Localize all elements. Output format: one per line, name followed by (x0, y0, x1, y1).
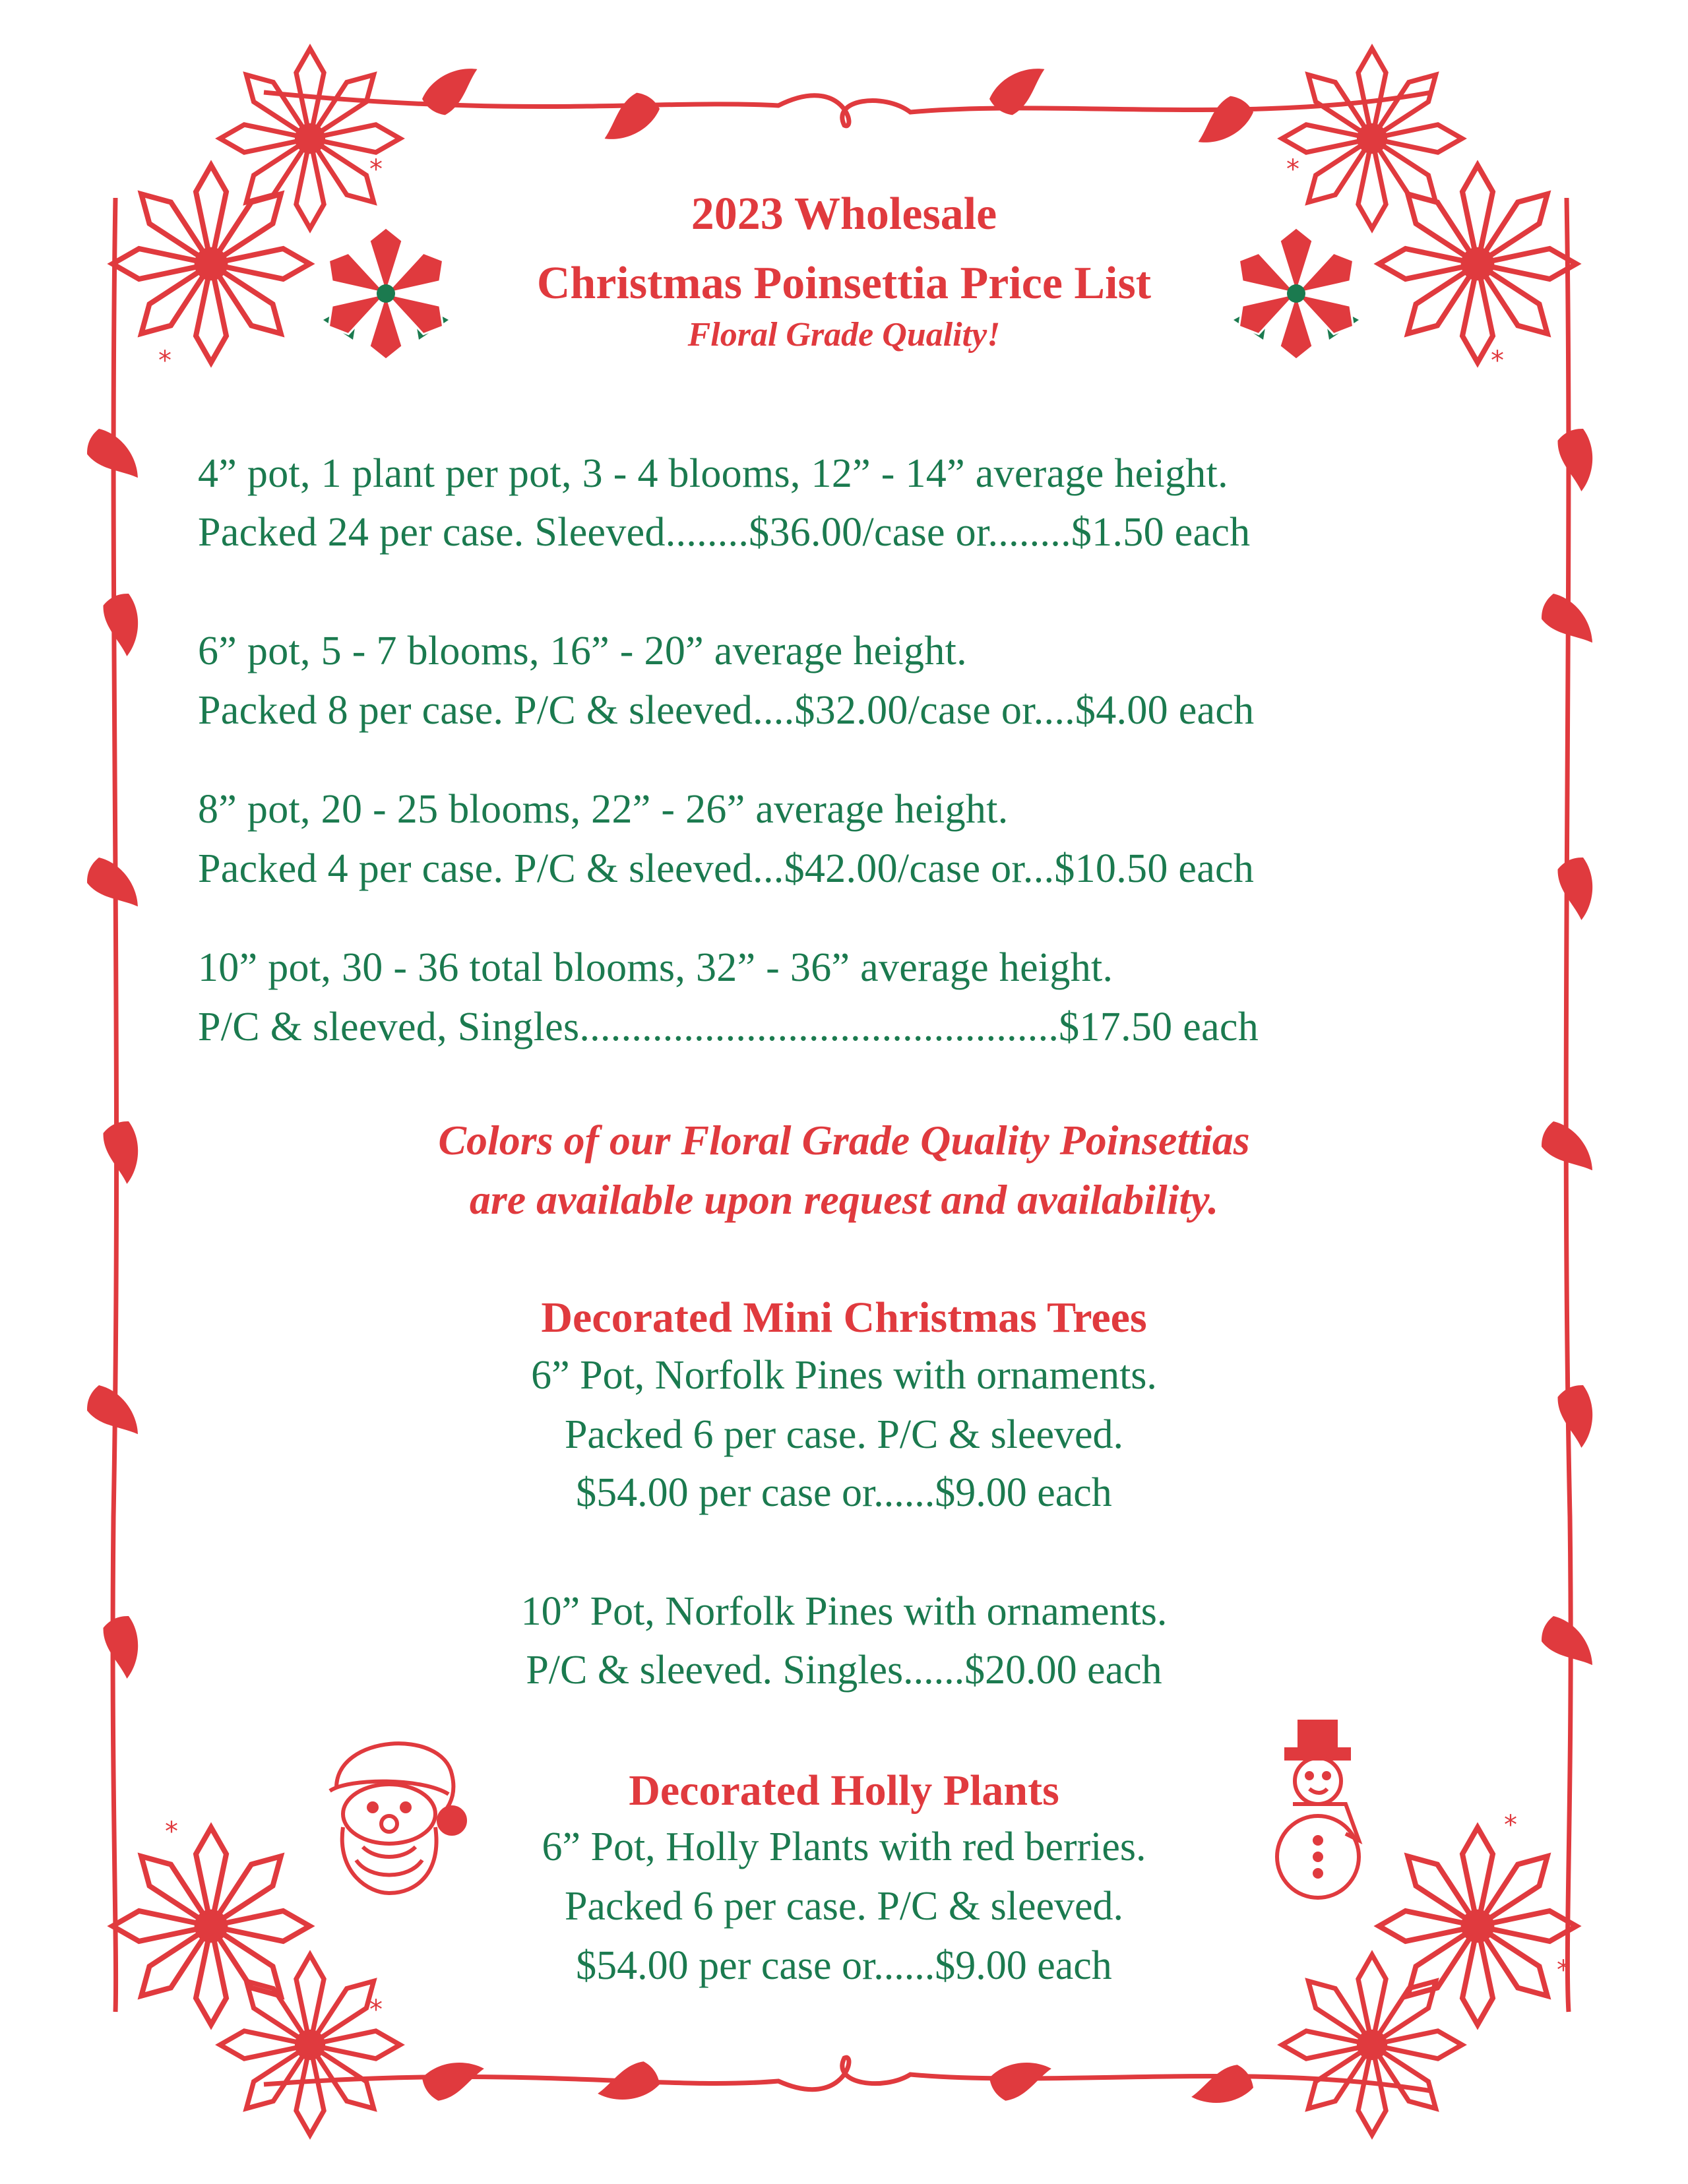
svg-text:*: * (158, 346, 172, 376)
svg-text:*: * (369, 1995, 383, 2025)
trees-line: P/C & sleeved. Singles......$20.00 each (526, 1648, 1162, 1693)
snowman-icon (1253, 1715, 1385, 1906)
item-6in-spec: 6” pot, 5 - 7 blooms, 16” - 20” average height. (198, 629, 967, 673)
trees-line: 6” Pot, Norfolk Pines with ornaments. (531, 1353, 1157, 1398)
svg-text:*: * (1504, 1810, 1517, 1840)
trees-line: 10” Pot, Norfolk Pines with ornaments. (520, 1589, 1168, 1634)
colors-note-line-2: are available upon request and availability. (469, 1176, 1219, 1223)
trees-line: $54.00 per case or......$9.00 each (576, 1470, 1112, 1515)
svg-text:*: * (165, 1817, 178, 1847)
svg-text:*: * (1491, 346, 1504, 376)
item-4in-spec: 4” pot, 1 plant per pot, 3 - 4 blooms, 12” - 14” average height. (198, 451, 1228, 496)
holly-heading: Decorated Holly Plants (629, 1766, 1059, 1815)
item-8in-spec: 8” pot, 20 - 25 blooms, 22” - 26” average height. (198, 787, 1009, 832)
santa-icon (310, 1715, 475, 1900)
title-line-2: Christmas Poinsettia Price List (536, 258, 1152, 309)
trees-line: Packed 6 per case. P/C & sleeved. (564, 1412, 1124, 1457)
holly-line: $54.00 per case or......$9.00 each (576, 1943, 1112, 1988)
item-4in-price: Packed 24 per case. Sleeved........$36.00/case or........$1.50 each (198, 510, 1251, 555)
item-10in-spec: 10” pot, 30 - 36 total blooms, 32” - 36” average height. (198, 945, 1113, 990)
svg-text:*: * (1286, 154, 1299, 185)
title-line-1: 2023 Wholesale (691, 189, 997, 239)
poinsettia-icon (317, 224, 455, 363)
svg-text:*: * (369, 154, 383, 185)
subtitle: Floral Grade Quality! (687, 316, 1001, 354)
holly-line: Packed 6 per case. P/C & sleeved. (564, 1884, 1124, 1929)
item-10in-price: P/C & sleeved, Singles..............................................$17.50 each (198, 1005, 1259, 1049)
poinsettia-icon (1227, 224, 1365, 363)
item-6in-price: Packed 8 per case. P/C & sleeved....$32.00/case or....$4.00 each (198, 688, 1255, 733)
holly-line: 6” Pot, Holly Plants with red berries. (542, 1825, 1146, 1869)
trees-heading: Decorated Mini Christmas Trees (541, 1294, 1147, 1342)
colors-note-line-1: Colors of our Floral Grade Quality Poinsettias (438, 1117, 1250, 1164)
item-8in-price: Packed 4 per case. P/C & sleeved...$42.00/case or...$10.50 each (198, 846, 1255, 891)
svg-text:*: * (1557, 1955, 1570, 1985)
